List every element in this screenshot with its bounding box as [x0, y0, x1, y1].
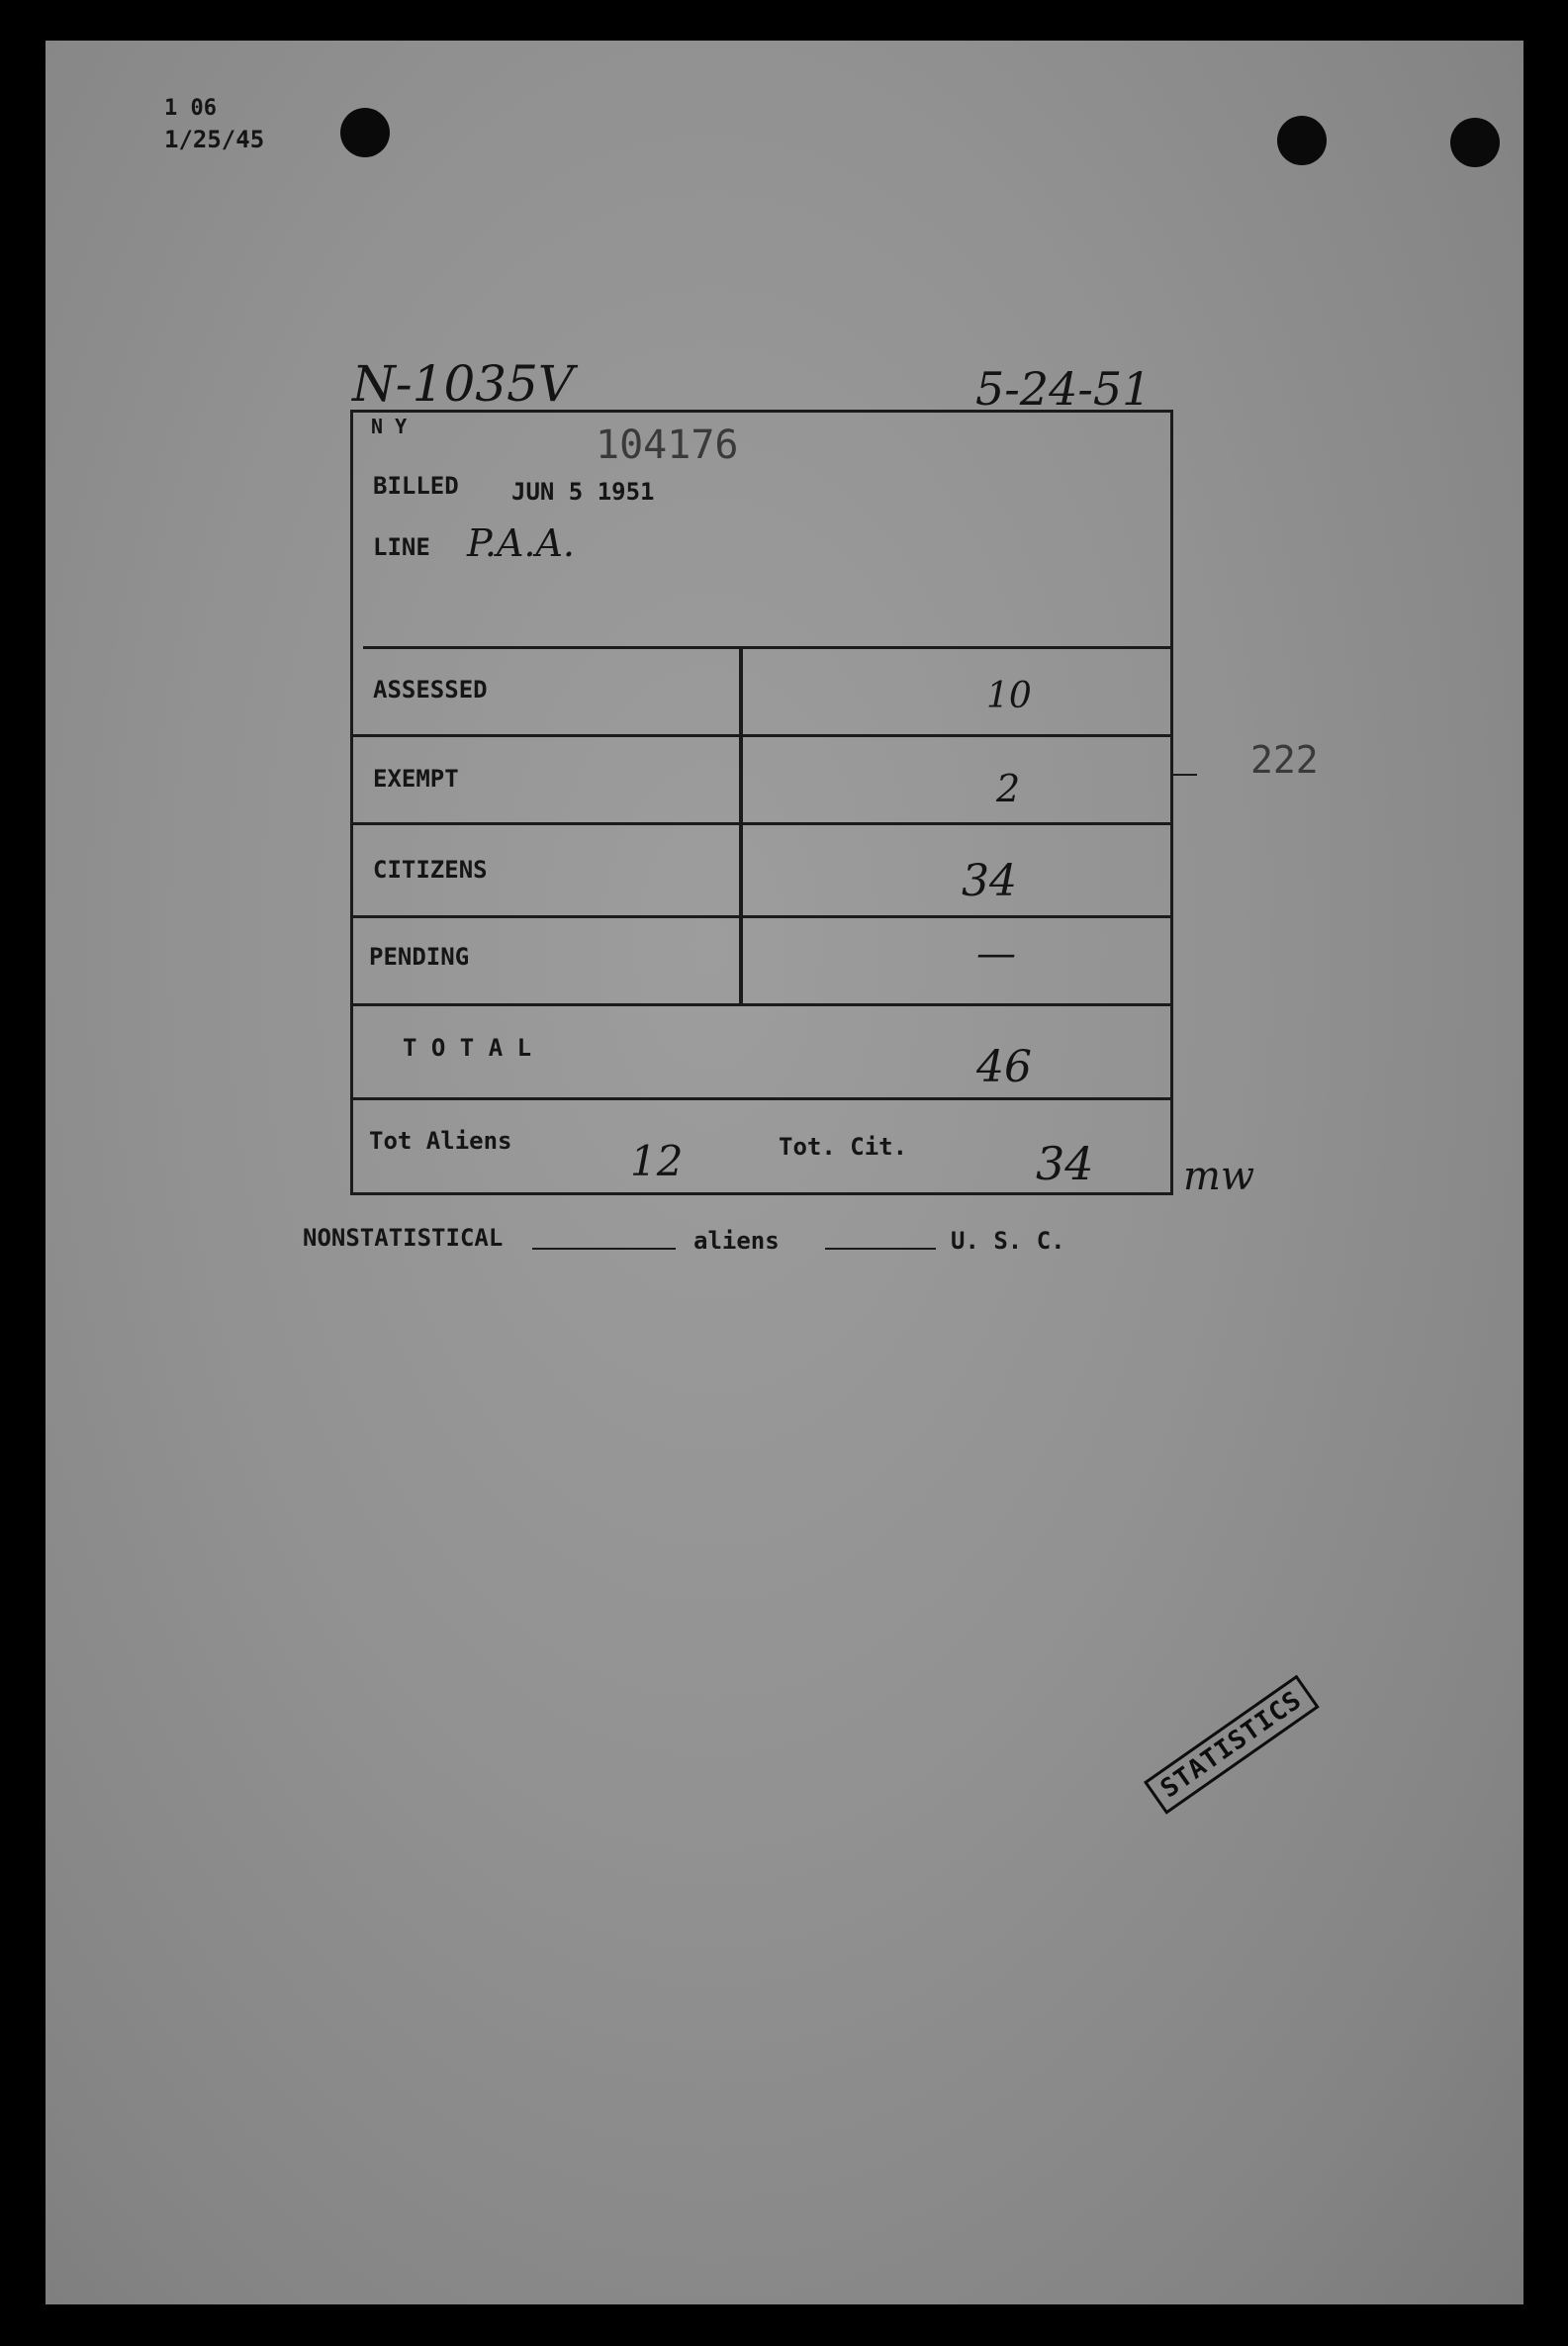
- total-label: T O T A L: [403, 1034, 532, 1062]
- exempt-value: 2: [996, 767, 1021, 810]
- usc-blank: [825, 1248, 936, 1250]
- pending-label: PENDING: [369, 943, 470, 971]
- side-number: 222: [1250, 738, 1319, 782]
- assessed-value: 10: [986, 676, 1032, 716]
- grid-line: [353, 734, 1170, 737]
- billed-label: BILLED: [373, 472, 459, 500]
- grid-line: [353, 822, 1170, 825]
- corner-code-2: 1/25/45: [164, 126, 265, 153]
- corner-code-1: 1 06: [164, 96, 217, 121]
- total-value: 46: [976, 1042, 1032, 1092]
- ny-label: N Y: [371, 415, 408, 438]
- grid-line: [353, 1003, 1170, 1006]
- handwritten-date: 5-24-51: [975, 362, 1152, 416]
- tot-aliens-value: 12: [630, 1137, 684, 1185]
- handwritten-file-number: N-1035V: [352, 355, 574, 413]
- grid-line: [353, 915, 1170, 918]
- column-divider: [739, 646, 743, 1004]
- tot-cit-label: Tot. Cit.: [779, 1133, 908, 1161]
- punch-hole-center: [1277, 116, 1327, 165]
- punch-hole-right: [1450, 118, 1500, 167]
- line-label: LINE: [373, 533, 430, 561]
- assessed-label: ASSESSED: [373, 676, 488, 704]
- punch-hole-left: [340, 108, 390, 157]
- nonstatistical-blank: [532, 1248, 676, 1250]
- citizens-value: 34: [962, 856, 1017, 906]
- pending-value: —: [976, 931, 1016, 977]
- usc-label: U. S. C.: [951, 1227, 1065, 1255]
- citizens-label: CITIZENS: [373, 856, 488, 884]
- aliens-label: aliens: [693, 1227, 780, 1255]
- side-dash: [1173, 774, 1197, 776]
- grid-line: [363, 646, 1170, 649]
- exempt-label: EXEMPT: [373, 765, 459, 793]
- tot-cit-value: 34: [1036, 1137, 1094, 1190]
- initials: mw: [1183, 1154, 1255, 1199]
- statistics-form: [350, 410, 1173, 1195]
- line-value: P.A.A.: [467, 521, 575, 565]
- document-page: [46, 41, 1523, 2304]
- billed-date: JUN 5 1951: [511, 478, 655, 506]
- nonstatistical-label: NONSTATISTICAL: [303, 1224, 504, 1252]
- serial-number: 104176: [596, 422, 739, 468]
- grid-line: [353, 1097, 1170, 1100]
- statistics-stamp: STATISTICS: [1144, 1675, 1319, 1815]
- tot-aliens-label: Tot Aliens: [369, 1127, 512, 1155]
